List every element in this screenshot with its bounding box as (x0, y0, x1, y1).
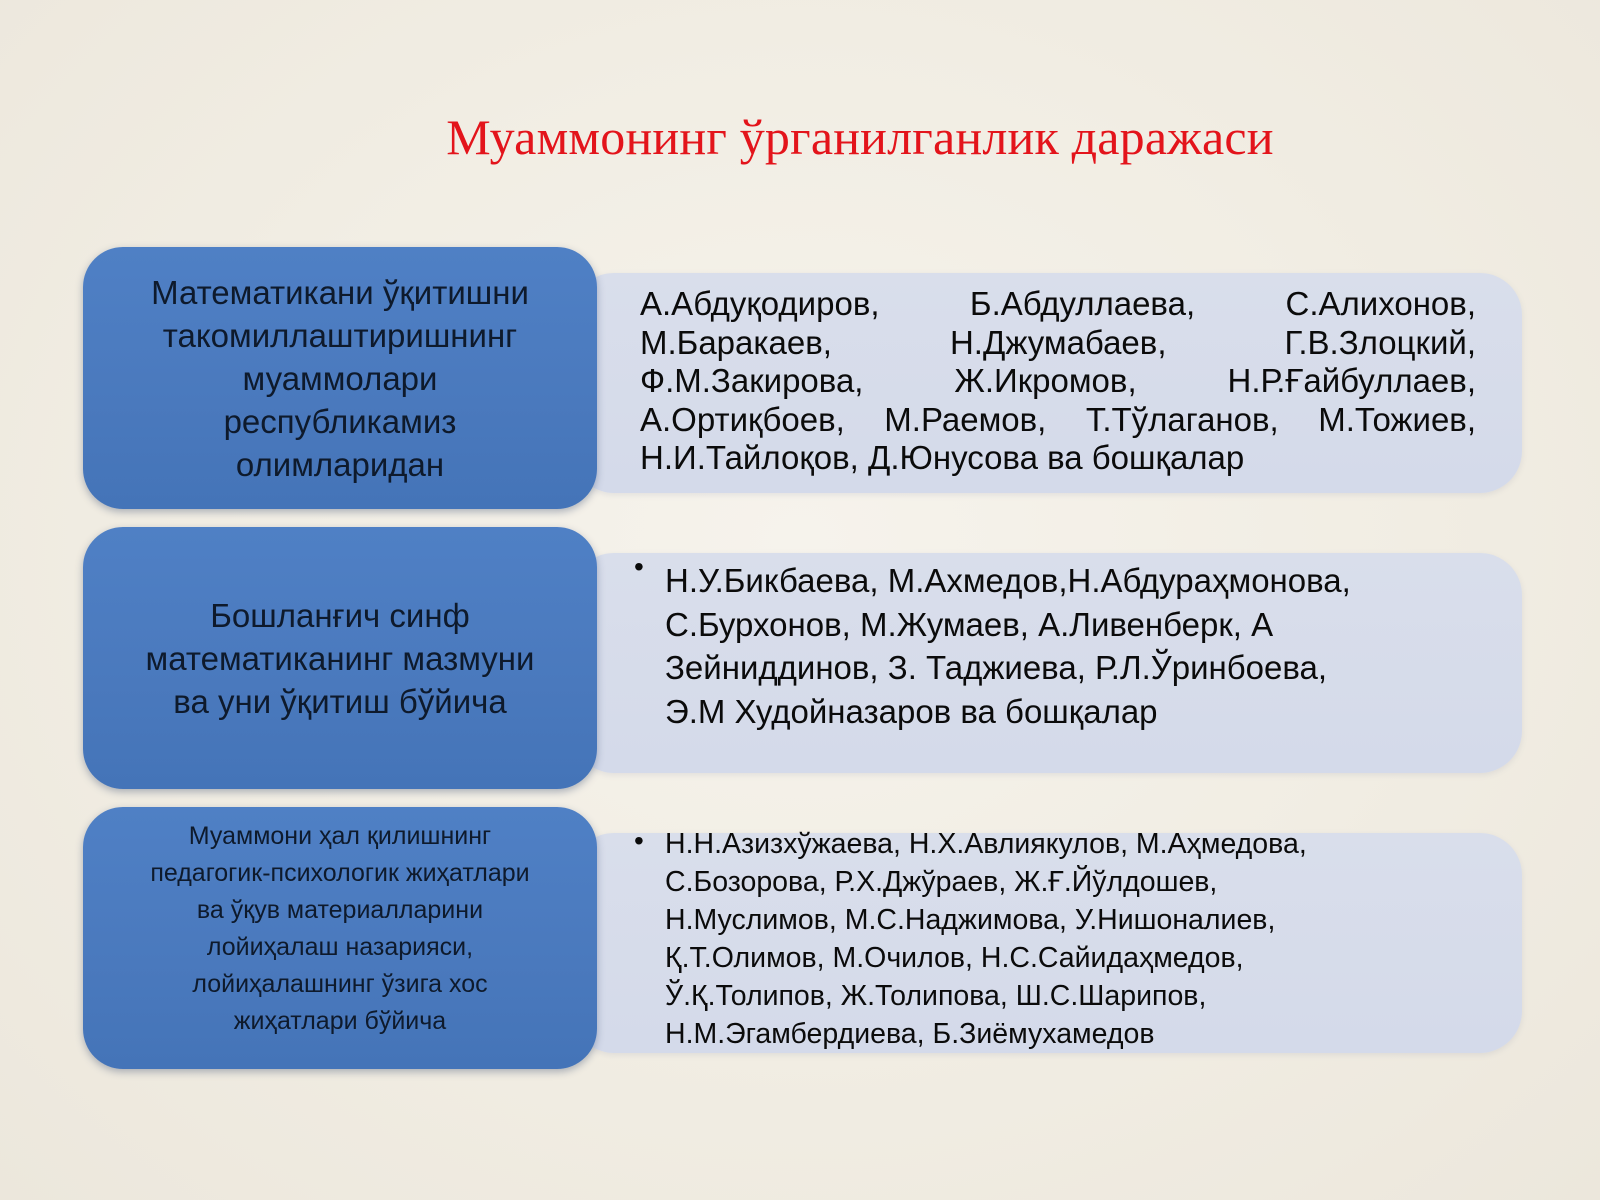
study-row-1 (0, 247, 1600, 517)
authors-list: А.Абдуқодиров, Б.Абдуллаева, С.Алихонов, М.Баракаев, Н.Джумабаев, Г.В.Злоцкий, Ф.М.Закирова, Ж.Икромов, Н.Р.Ғайбуллаев, А.Ортиқбоев, М.Раемов, Т.Тўлаганов, М.Тожиев, Н.И.Тайлоқов, Д.Юнусова ва бошқалар (640, 285, 1476, 476)
slide-title: Муаммонинг ўрганилганлик даражаси (446, 109, 1274, 165)
study-row-2 (0, 527, 1600, 797)
authors-list: Н.У.Бикбаева, М.Ахмедов,Н.Абдураҳмонова, С.Бурхонов, М.Жумаев, А.Ливенберк, А Зейниддинов, З. Таджиева, Р.Л.Ўринбоева, Э.М Худойназаров ва бошқалар (665, 562, 1351, 730)
category-box: Бошланғич синф математиканинг мазмуни ва уни ўқитиш бўйича (83, 527, 597, 789)
category-box: Муаммони ҳал қилишнинг педагогик-психологик жиҳатлари ва ўқув материалларини лойиҳалаш назарияси, лойиҳалашнинг ўзига хос жиҳатлари бўйича (83, 807, 597, 1069)
bullet-marker: • (634, 551, 644, 582)
category-box: Математикани ўқитишни такомиллаштиришнинг муаммолари республикамиз олимларидан (83, 247, 597, 509)
bullet-marker: • (634, 825, 644, 856)
authors-list: Н.Н.Азизхўжаева, Н.Х.Авлиякулов, М.Аҳмедова, С.Бозорова, Р.Х.Джўраев, Ж.Ғ.Йўлдошев, Н.Муслимов, М.С.Наджимова, У.Нишоналиев, Қ.Т.Олимов, М.Очилов, Н.С.Сайидаҳмедов, Ў.Қ.Толипов, Ж.Толипова, Ш.С.Шарипов, Н.М.Эгамбердиева, Б.Зиёмухамедов (665, 828, 1307, 1050)
study-row-3 (0, 807, 1600, 1077)
